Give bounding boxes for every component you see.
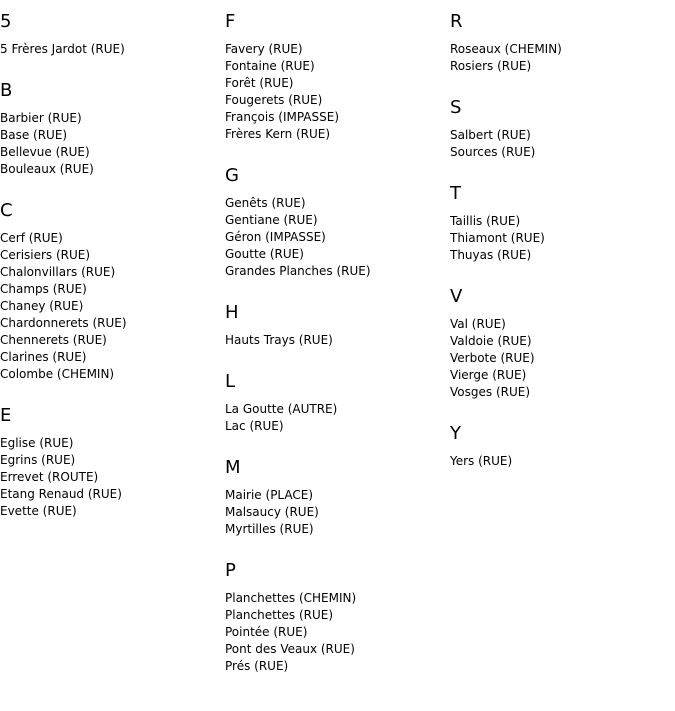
street-link[interactable]: Verbote (RUE)	[450, 351, 535, 365]
street-link[interactable]: La Goutte (AUTRE)	[225, 402, 338, 416]
street-link[interactable]: Salbert (RUE)	[450, 128, 531, 142]
street-link[interactable]: Pointée (RUE)	[225, 625, 308, 639]
street-link[interactable]: Fontaine (RUE)	[225, 59, 315, 73]
street-list	[0, 230, 225, 383]
letter-group	[225, 302, 450, 349]
letter-group	[225, 11, 450, 143]
letter-heading: S	[450, 97, 462, 118]
letter-heading: M	[225, 457, 241, 478]
letter-group	[225, 165, 450, 280]
street-link[interactable]: Thuyas (RUE)	[450, 248, 532, 262]
letter-group	[0, 11, 225, 58]
street-link[interactable]: Prés (RUE)	[225, 659, 289, 673]
street-column	[450, 11, 675, 697]
letter-heading: E	[0, 405, 12, 426]
street-link[interactable]: Thiamont (RUE)	[450, 231, 545, 245]
letter-heading: R	[450, 11, 463, 32]
letter-heading: G	[225, 165, 239, 186]
street-link[interactable]: Favery (RUE)	[225, 42, 303, 56]
letter-group	[450, 183, 675, 264]
letter-group	[450, 11, 675, 75]
street-list	[450, 41, 675, 75]
street-link[interactable]: Barbier (RUE)	[0, 111, 82, 125]
street-list	[0, 435, 225, 520]
street-link[interactable]: Frères Kern (RUE)	[225, 127, 331, 141]
letter-group	[225, 457, 450, 538]
letter-heading: H	[225, 302, 239, 323]
street-list	[225, 590, 450, 675]
street-link[interactable]: Rosiers (RUE)	[450, 59, 532, 73]
letter-group	[450, 423, 675, 470]
street-link[interactable]: Chaney (RUE)	[0, 299, 84, 313]
street-link[interactable]: Mairie (PLACE)	[225, 488, 314, 502]
street-list	[0, 41, 225, 58]
street-link[interactable]: Bellevue (RUE)	[0, 145, 90, 159]
street-link[interactable]: Chardonnerets (RUE)	[0, 316, 127, 330]
street-link[interactable]: Taillis (RUE)	[450, 214, 521, 228]
street-link[interactable]: Cerisiers (RUE)	[0, 248, 91, 262]
street-link[interactable]: Sources (RUE)	[450, 145, 536, 159]
street-link[interactable]: Yers (RUE)	[450, 454, 513, 468]
street-link[interactable]: François (IMPASSE)	[225, 110, 340, 124]
street-link[interactable]: Bouleaux (RUE)	[0, 162, 94, 176]
letter-group	[0, 80, 225, 178]
street-link[interactable]: Roseaux (CHEMIN)	[450, 42, 562, 56]
street-column	[0, 11, 225, 697]
street-link[interactable]: Errevet (ROUTE)	[0, 470, 99, 484]
street-link[interactable]: Fougerets (RUE)	[225, 93, 323, 107]
street-list	[225, 41, 450, 143]
letter-group	[225, 371, 450, 435]
letter-group	[0, 200, 225, 383]
letter-heading: 5	[0, 11, 12, 32]
street-link[interactable]: Val (RUE)	[450, 317, 506, 331]
street-list	[225, 487, 450, 538]
letter-heading: Y	[450, 423, 461, 444]
street-link[interactable]: Cerf (RUE)	[0, 231, 63, 245]
letter-group	[225, 560, 450, 675]
street-link[interactable]: Colombe (CHEMIN)	[0, 367, 115, 381]
street-link[interactable]: Géron (IMPASSE)	[225, 230, 326, 244]
street-link[interactable]: Gentiane (RUE)	[225, 213, 318, 227]
street-list	[450, 213, 675, 264]
street-column	[225, 11, 450, 697]
street-list	[450, 316, 675, 401]
street-list	[0, 110, 225, 178]
letter-group	[450, 286, 675, 401]
street-link[interactable]: Planchettes (CHEMIN)	[225, 591, 357, 605]
street-link[interactable]: Hauts Trays (RUE)	[225, 333, 333, 347]
street-link[interactable]: Egrins (RUE)	[0, 453, 76, 467]
street-link[interactable]: Chalonvillars (RUE)	[0, 265, 116, 279]
street-link[interactable]: Planchettes (RUE)	[225, 608, 334, 622]
letter-heading: B	[0, 80, 13, 101]
street-link[interactable]: Champs (RUE)	[0, 282, 87, 296]
street-list	[225, 332, 450, 349]
street-link[interactable]: Goutte (RUE)	[225, 247, 304, 261]
street-link[interactable]: Vierge (RUE)	[450, 368, 527, 382]
letter-heading: F	[225, 11, 236, 32]
street-link[interactable]: Chennerets (RUE)	[0, 333, 107, 347]
street-link[interactable]: Eglise (RUE)	[0, 436, 74, 450]
street-link[interactable]: Myrtilles (RUE)	[225, 522, 314, 536]
street-link[interactable]: 5 Frères Jardot (RUE)	[0, 42, 125, 56]
street-link[interactable]: Lac (RUE)	[225, 419, 284, 433]
street-list	[225, 195, 450, 280]
letter-group	[0, 405, 225, 520]
street-list	[450, 453, 675, 470]
street-link[interactable]: Grandes Planches (RUE)	[225, 264, 371, 278]
letter-group	[450, 97, 675, 161]
letter-heading: T	[450, 183, 461, 204]
street-link[interactable]: Genêts (RUE)	[225, 196, 306, 210]
street-link[interactable]: Evette (RUE)	[0, 504, 77, 518]
street-link[interactable]: Malsaucy (RUE)	[225, 505, 319, 519]
letter-heading: C	[0, 200, 13, 221]
street-link[interactable]: Base (RUE)	[0, 128, 68, 142]
street-list	[225, 401, 450, 435]
street-link[interactable]: Pont des Veaux (RUE)	[225, 642, 355, 656]
street-link[interactable]: Clarines (RUE)	[0, 350, 87, 364]
street-list	[450, 127, 675, 161]
letter-heading: P	[225, 560, 236, 581]
street-link[interactable]: Vosges (RUE)	[450, 385, 531, 399]
street-link[interactable]: Etang Renaud (RUE)	[0, 487, 122, 501]
street-link[interactable]: Forêt (RUE)	[225, 76, 294, 90]
street-link[interactable]: Valdoie (RUE)	[450, 334, 532, 348]
letter-heading: V	[450, 286, 463, 307]
letter-heading: L	[225, 371, 236, 392]
